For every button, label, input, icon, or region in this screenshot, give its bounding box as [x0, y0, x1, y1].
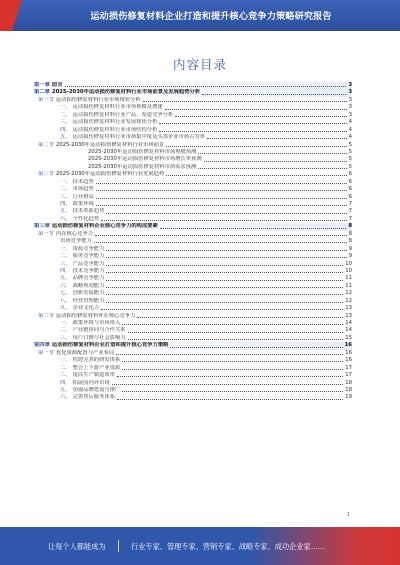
toc-entry-page: 5	[348, 156, 352, 163]
toc-entry[interactable]	[34, 342, 352, 349]
toc-entry-page: 12	[345, 290, 352, 297]
toc-entry-label	[60, 119, 157, 126]
toc-entry-number: 第二节	[38, 141, 54, 148]
toc-entry-label	[60, 275, 104, 282]
toc-entry-page: 5	[348, 163, 352, 170]
toc-entry-text: 运动损伤修复材料行业产品、渠道竞争分析	[72, 111, 174, 118]
toc-leader-dots	[170, 342, 342, 347]
toc-entry-number: 三、	[60, 260, 71, 267]
toc-entry-text: 运动损伤修复材料企业核心竞争力的构成要素	[51, 223, 158, 230]
toc-entry-page: 19	[345, 394, 352, 401]
toc-entry-page: 3	[348, 82, 352, 88]
toc-entry-label	[60, 320, 120, 327]
toc-leader-dots	[198, 164, 346, 169]
toc-entry-text: 市场趋势	[72, 186, 94, 193]
footer-separator	[118, 540, 119, 552]
toc-entry-label	[60, 246, 104, 253]
toc-entry-page: 18	[345, 379, 352, 386]
toc-entry[interactable]	[34, 305, 352, 312]
toc-entry-label	[38, 97, 141, 104]
toc-entry-number: 八、	[60, 297, 71, 304]
toc-entry-text: 构建完善的研发体系	[72, 357, 121, 364]
toc-entry-text: 运动损伤修复材料行业市场现状分析	[55, 96, 141, 103]
toc-leader-dots	[94, 238, 347, 243]
toc-entry[interactable]	[34, 142, 352, 149]
toc-entry-text: 用户口碑与社会影响力	[72, 334, 126, 341]
toc-entry-page: 17	[345, 372, 352, 379]
toc-leader-dots	[117, 394, 343, 399]
toc-entry-label	[60, 372, 115, 379]
toc-entry[interactable]	[34, 231, 352, 238]
toc-entry-label	[60, 216, 99, 223]
toc-entry-label	[60, 335, 126, 342]
toc-entry-text: 技术趋势	[72, 178, 94, 185]
toc-entry-label	[38, 350, 114, 357]
toc-entry-number: 第一节	[38, 230, 54, 237]
toc-entry-number: 二、	[60, 327, 71, 334]
toc-entry-text: 产业链协同与合作关系	[72, 327, 126, 334]
toc-entry[interactable]	[34, 313, 352, 320]
toc-entry-number: 二、	[60, 186, 71, 193]
toc-heading: 内容目录	[172, 57, 227, 72]
toc-entry[interactable]	[34, 238, 352, 245]
toc-entry-label	[60, 283, 104, 290]
toc-entry-label	[60, 127, 157, 134]
toc-entry-page: 16	[344, 342, 352, 349]
toc-entry-label	[38, 231, 93, 238]
toc-leader-dots	[106, 261, 343, 266]
header-red-accent	[0, 0, 22, 31]
toc-entry-page: 13	[345, 305, 352, 312]
toc-entry[interactable]	[34, 179, 352, 186]
toc-entry-page: 12	[345, 297, 352, 304]
toc-entry-text: 品牌竞争能力	[72, 275, 105, 282]
toc-entry-number: 七、	[60, 290, 71, 297]
toc-entry-label	[60, 201, 94, 208]
toc-entry-text: 政策环境	[72, 201, 94, 207]
toc-entry-page: 3	[348, 111, 352, 118]
toc-entry[interactable]	[34, 253, 352, 260]
toc-entry[interactable]	[34, 82, 352, 89]
toc-entry-page: 6	[348, 171, 352, 178]
toc-entry-page: 4	[348, 126, 352, 133]
toc-entry-page: 4	[348, 134, 352, 141]
toc-entry[interactable]	[34, 380, 352, 387]
toc-entry-page: 9	[348, 245, 352, 252]
toc-entry[interactable]	[34, 394, 352, 401]
toc-entry-number: 三、	[60, 119, 71, 126]
toc-entry[interactable]	[34, 186, 352, 193]
toc-leader-dots	[101, 216, 347, 221]
toc-entry-page: 7	[348, 208, 352, 215]
toc-entry-number: 二、	[60, 253, 71, 260]
toc-entry-page: 4	[348, 119, 352, 126]
toc-entry[interactable]	[34, 97, 352, 104]
toc-entry-page: 5	[348, 141, 352, 148]
toc-entry[interactable]	[34, 372, 352, 379]
toc-entry-text: 服务竞争能力	[72, 253, 105, 260]
footer-banner	[0, 527, 400, 565]
toc-leader-dots	[106, 268, 343, 273]
toc-entry-number: 三、	[60, 334, 71, 341]
toc-entry[interactable]	[34, 298, 352, 305]
toc-entry[interactable]	[34, 89, 352, 96]
toc-entry-number: 第四章	[34, 342, 50, 349]
toc-entry-text: 2025-2030年运动损伤修复材料行业市场前景	[55, 141, 165, 148]
toc-entry-text: 2025-2030年运动损伤修复材料行业发展趋势	[55, 171, 165, 178]
toc-entry-text: 2025-2030年运动损伤修复材料市场规模预测	[88, 148, 197, 155]
toc-leader-dots	[116, 350, 343, 355]
toc-entry-text: 行业格局	[72, 193, 94, 200]
toc-entry-label	[38, 142, 164, 149]
toc-entry-label	[60, 327, 126, 334]
toc-entry-page: 7	[348, 215, 352, 222]
toc-leader-dots	[165, 104, 347, 109]
toc-entry[interactable]	[34, 320, 352, 327]
toc-entry-page: 6	[348, 193, 352, 200]
toc-entry-text: 技术竞争能力	[72, 267, 105, 274]
toc-entry-text: 个性化趋势	[72, 215, 100, 222]
toc-entry-page: 10	[345, 260, 352, 267]
footer-roles: 行业专家、管理专家、营销专家、战略专家、成功企业家……	[131, 542, 326, 551]
toc-leader-dots	[96, 194, 347, 199]
toc-entry-text: 拓展国内外市场	[72, 379, 110, 386]
toc-entry-page: 13	[345, 312, 352, 319]
toc-entry[interactable]	[34, 335, 352, 342]
toc-leader-dots	[166, 171, 346, 176]
toc-entry-number: 第一章	[34, 82, 50, 88]
toc-entry-page: 14	[345, 320, 352, 326]
toc-entry-number: 一、	[60, 104, 71, 111]
toc-entry[interactable]	[34, 156, 352, 163]
toc-leader-dots	[96, 179, 347, 184]
toc-entry-page: 7	[348, 201, 352, 207]
toc-entry-label	[60, 194, 94, 201]
toc-entry-number: 第二章	[34, 89, 50, 96]
report-title: 运动损伤修复材料企业打造和提升核心竞争力策略研究报告	[90, 11, 332, 22]
toc-entry-label	[60, 134, 205, 141]
toc-entry-page: 11	[345, 275, 352, 282]
toc-entry[interactable]	[34, 104, 352, 111]
toc-leader-dots	[166, 142, 346, 147]
toc-leader-dots	[106, 208, 346, 213]
toc-entry-number: 第二节	[38, 312, 54, 319]
toc-entry-number: 一、	[60, 320, 71, 326]
toc-entry-text: 市场竞争能力	[60, 238, 92, 245]
toc-entry-label	[60, 208, 104, 215]
toc-leader-dots	[198, 149, 346, 154]
toc-leader-dots	[96, 201, 347, 206]
toc-entry-number: 五、	[60, 134, 71, 141]
toc-entry-label	[60, 112, 173, 119]
toc-leader-dots	[143, 97, 347, 102]
toc-entry-number: 六、	[60, 282, 71, 289]
toc-leader-dots	[207, 134, 347, 139]
toc-leader-dots	[175, 112, 346, 117]
toc-leader-dots	[122, 320, 343, 325]
toc-leader-dots	[122, 357, 343, 362]
toc-entry-page: 10	[345, 267, 352, 274]
toc-entry-number: 一、	[60, 245, 71, 252]
toc-leader-dots	[101, 305, 343, 310]
toc-entry-number: 四、	[60, 379, 71, 386]
toc-entry-text: 经营管理能力	[72, 297, 105, 304]
toc-entry-label	[38, 171, 164, 178]
toc-entry[interactable]	[34, 327, 352, 334]
toc-entry-page: 9	[348, 253, 352, 260]
toc-entry[interactable]	[34, 127, 352, 134]
toc-entry-text: 资源竞争能力	[72, 245, 105, 252]
toc-entry-label	[34, 223, 158, 230]
toc-entry-number: 九、	[60, 305, 71, 312]
toc-entry[interactable]	[34, 268, 352, 275]
toc-leader-dots	[96, 186, 347, 191]
toc-leader-dots	[122, 387, 343, 392]
toc-entry-page: 15	[345, 334, 352, 341]
toc-entry[interactable]	[34, 223, 352, 230]
toc-entry-text: 运动损伤修复材料行业市场结构分析	[72, 126, 158, 133]
toc-entry-number: 五、	[60, 275, 71, 282]
toc-entry-text: 运动损伤修复材料企业打造和提升核心竞争力策略	[51, 342, 169, 349]
toc-leader-dots	[128, 335, 344, 340]
toc-entry-page: 14	[345, 327, 352, 334]
toc-entry[interactable]	[34, 357, 352, 364]
table-of-contents	[34, 82, 352, 402]
toc-entry-page: 6	[348, 186, 352, 193]
toc-entry[interactable]	[34, 290, 352, 297]
toc-entry-number: 第一节	[38, 349, 54, 356]
toc-entry-number: 四、	[60, 126, 71, 133]
toc-leader-dots	[117, 372, 343, 377]
toc-entry-number: 第三章	[34, 223, 50, 230]
toc-entry-label	[60, 104, 163, 111]
toc-entry-page: 16	[345, 349, 352, 356]
toc-entry[interactable]	[34, 119, 352, 126]
toc-entry-page: 3	[348, 89, 352, 96]
toc-entry-label	[60, 357, 120, 364]
page-number: 1	[346, 512, 350, 518]
toc-entry-label	[60, 365, 120, 372]
toc-entry-text: 运动损伤修复材料行业发展现状分析	[72, 119, 158, 126]
toc-entry-number: 五、	[60, 208, 71, 215]
toc-leader-dots	[137, 313, 343, 318]
toc-entry-number: 三、	[60, 372, 71, 379]
toc-entry[interactable]	[34, 387, 352, 394]
toc-entry-text: 整合上下游产业资源	[72, 364, 121, 371]
toc-leader-dots	[106, 290, 343, 295]
toc-entry-text: 前言	[51, 82, 63, 88]
toc-entry-label	[34, 89, 200, 96]
toc-entry-number: 二、	[60, 364, 71, 371]
toc-entry-text: 内在核心竞争力	[55, 230, 93, 237]
footer-slogan: 让每个人都能成为	[48, 542, 106, 551]
toc-leader-dots	[159, 127, 346, 132]
toc-entry-label	[88, 149, 196, 156]
toc-entry-text: 运动损伤修复材料行业市场集中度及头部企业市场占有率	[72, 134, 206, 141]
toc-entry-text: 2025-2030年运动损伤修复材料市场需求预测	[88, 163, 197, 170]
toc-leader-dots	[204, 156, 347, 161]
toc-entry-label	[60, 290, 104, 297]
toc-entry[interactable]	[34, 216, 352, 223]
toc-entry-number: 五、	[60, 386, 71, 393]
toc-entry-text: 加强品牌建设与推广	[72, 386, 121, 393]
toc-leader-dots	[106, 298, 343, 303]
toc-entry[interactable]	[34, 246, 352, 253]
toc-entry[interactable]	[34, 350, 352, 357]
toc-entry-text: 技术革新趋势	[72, 208, 105, 215]
toc-entry[interactable]	[34, 164, 352, 171]
toc-entry-label	[60, 261, 104, 268]
toc-leader-dots	[106, 246, 346, 251]
toc-entry-label	[60, 268, 104, 275]
toc-entry-label	[60, 186, 94, 193]
toc-entry[interactable]	[34, 261, 352, 268]
toc-entry-text: 2025-2030年运动损伤修复材料市场增长率预测	[88, 156, 202, 163]
toc-leader-dots	[65, 82, 347, 87]
toc-entry-text: 运动损伤修复材料外在核心竞争力	[55, 312, 136, 319]
toc-leader-dots	[112, 380, 344, 385]
toc-entry[interactable]	[34, 208, 352, 215]
toc-entry-text: 运动损伤修复材料行业市场规模及增速	[72, 104, 163, 111]
toc-leader-dots	[106, 275, 343, 280]
toc-entry-page: 16	[345, 357, 352, 364]
toc-entry-number: 六、	[60, 394, 71, 401]
toc-leader-dots	[159, 119, 346, 124]
toc-leader-dots	[95, 231, 347, 236]
toc-entry-label	[34, 342, 168, 349]
toc-entry-label	[60, 298, 104, 305]
toc-entry[interactable]	[34, 194, 352, 201]
toc-entry-text: 创新发展能力	[72, 290, 105, 297]
toc-entry-page: 5	[348, 148, 352, 155]
toc-entry-page: 8	[348, 238, 352, 245]
toc-entry[interactable]	[34, 171, 352, 178]
toc-entry[interactable]	[34, 283, 352, 290]
toc-entry-text: 优化资源配置与产业布局	[55, 349, 115, 356]
toc-entry[interactable]	[34, 112, 352, 119]
toc-entry-label	[60, 238, 92, 245]
toc-entry-number: 一、	[60, 357, 71, 364]
toc-entry-number: 一、	[60, 178, 71, 185]
toc-entry-number: 第三节	[38, 171, 54, 178]
toc-entry-text: 提高生产制造效率	[72, 372, 115, 379]
toc-leader-dots	[122, 365, 343, 370]
toc-entry[interactable]	[34, 365, 352, 372]
toc-entry-page: 11	[345, 282, 352, 289]
toc-entry-label	[60, 380, 110, 387]
toc-entry-page: 6	[348, 178, 352, 185]
toc-entry-page: 3	[348, 96, 352, 103]
toc-entry[interactable]	[34, 275, 352, 282]
toc-entry-label	[60, 253, 104, 260]
toc-leader-dots	[160, 223, 346, 228]
toc-entry-page: 8	[348, 230, 352, 237]
toc-leader-dots	[128, 327, 344, 332]
toc-entry-label	[60, 394, 115, 401]
toc-entry-page: 3	[348, 104, 352, 111]
toc-entry-text: 政策环境与市场准入	[72, 320, 121, 326]
toc-entry-page: 18	[345, 386, 352, 393]
toc-entry-label	[60, 179, 94, 186]
toc-entry-label	[34, 82, 63, 89]
report-header	[0, 0, 400, 31]
toc-leader-dots	[106, 253, 346, 258]
toc-entry[interactable]	[34, 201, 352, 208]
toc-leader-dots	[202, 89, 346, 94]
toc-entry[interactable]	[34, 149, 352, 156]
toc-entry-number: 四、	[60, 201, 71, 207]
toc-entry-label	[60, 387, 120, 394]
toc-entry[interactable]	[34, 134, 352, 141]
toc-entry-number: 四、	[60, 267, 71, 274]
toc-entry-text: 产品竞争能力	[72, 260, 105, 267]
toc-entry-number: 六、	[60, 215, 71, 222]
toc-entry-text: 完善售后服务体系	[72, 394, 115, 401]
toc-entry-page: 17	[345, 364, 352, 371]
toc-entry-text: 企业文化力	[72, 305, 100, 312]
toc-entry-text: 2025-2030年运动损伤修复材料行业市场前景及发展趋势分析	[51, 89, 201, 96]
toc-entry-page: 8	[348, 223, 352, 230]
toc-entry-label	[88, 164, 196, 171]
toc-entry-text: 战略规划能力	[72, 282, 105, 289]
toc-entry-label	[60, 305, 99, 312]
toc-entry-label	[88, 156, 202, 163]
toc-leader-dots	[106, 283, 343, 288]
toc-entry-number: 二、	[60, 111, 71, 118]
toc-entry-number: 三、	[60, 193, 71, 200]
toc-entry-label	[38, 313, 135, 320]
toc-entry-number: 第一节	[38, 96, 54, 103]
